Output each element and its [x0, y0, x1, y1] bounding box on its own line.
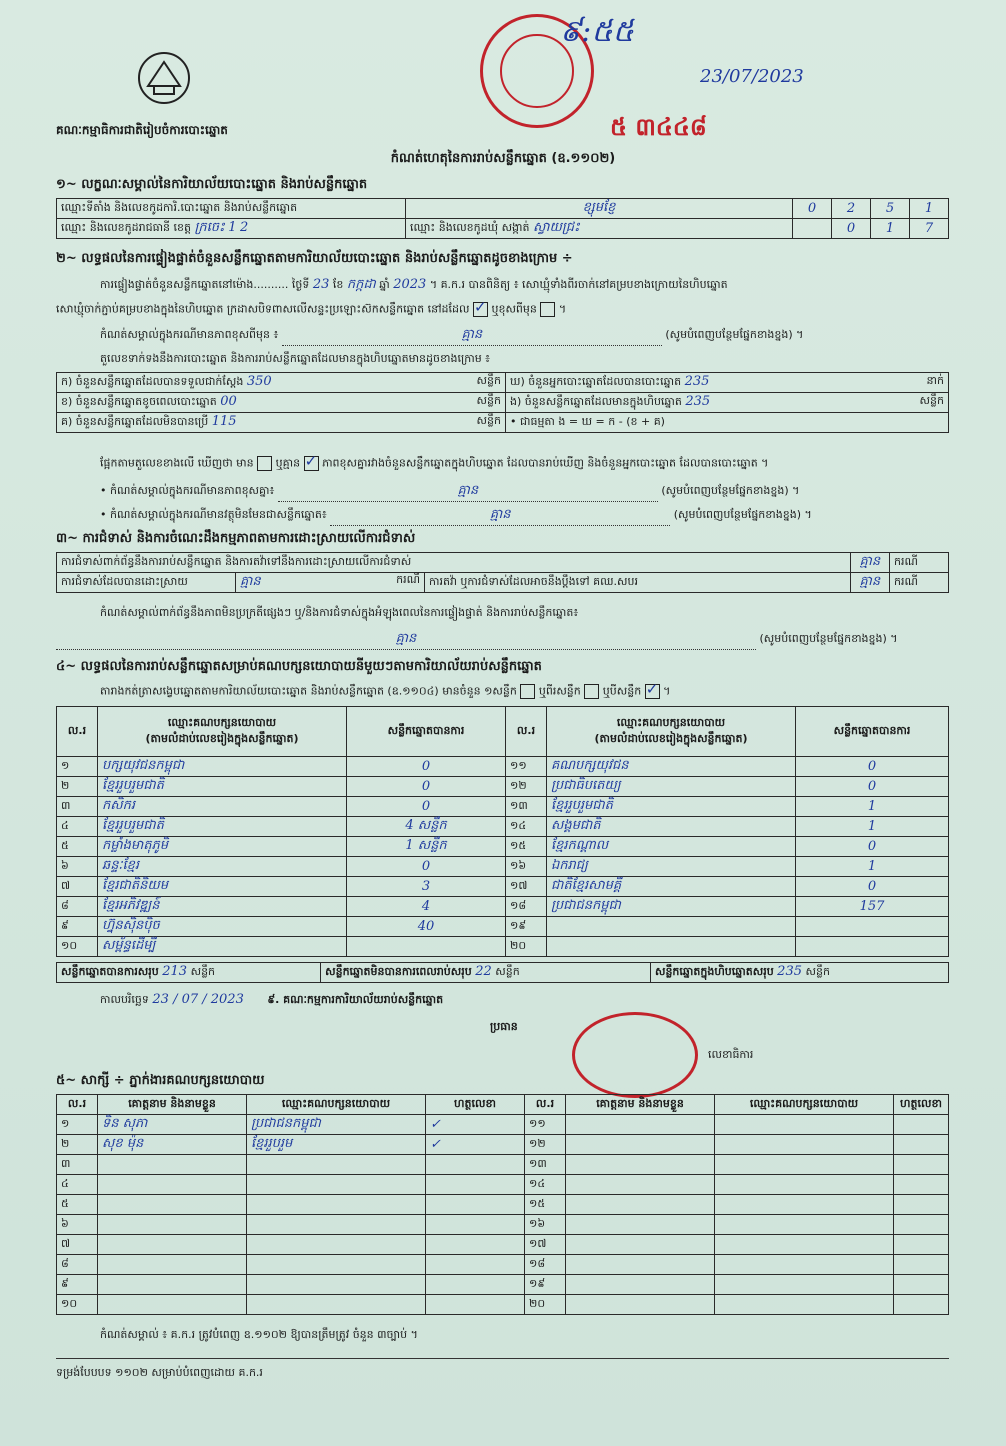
vote-count: 0 — [796, 837, 949, 857]
vote-count — [347, 937, 506, 957]
table-row — [57, 1295, 949, 1315]
witness-name — [98, 1295, 247, 1315]
section5-heading: ៥~ សាក្សី ÷ ភ្នាក់ងារគណបក្សនយោបាយ — [56, 1073, 265, 1088]
table-row — [57, 1175, 949, 1195]
vote-count: 0 — [796, 777, 949, 797]
party-name — [547, 917, 796, 937]
table-row — [57, 1275, 949, 1295]
witness-signature — [894, 1235, 949, 1255]
table-row — [57, 777, 949, 797]
witness-signature — [894, 1255, 949, 1275]
row-number: ១១ — [506, 757, 547, 777]
spoiled-ballots: 00 — [220, 394, 237, 409]
row-number: ១៨ — [506, 897, 547, 917]
row-number: ៩ — [57, 1275, 98, 1295]
committee-stamp — [572, 1012, 698, 1098]
complaints-value: គ្មាន — [850, 553, 889, 573]
document-title: កំណត់ហេតុនៃការរាប់សន្លឹកឆ្នោត (ឧ.១១០២) — [390, 151, 616, 166]
handwritten-date: 23/07/2023 — [700, 66, 804, 87]
vote-count: 157 — [796, 897, 949, 917]
party-name: ប្រជាជនកម្ពុជា — [547, 897, 796, 917]
party-name: ខ្មែររួបរួមជាតិ — [98, 777, 347, 797]
section2-heading: ២~ លទ្ធផលនៃការផ្ទៀងផ្ទាត់ចំនួនសន្លឹកឆ្នោតតាមការិយាល័យបោះឆ្នោត និងរាប់សន្លឹកឆ្នោតដូចខាងក្រោម ÷ — [56, 251, 573, 266]
section3-note: កំណត់សម្គាល់ពាក់ព័ន្ធនឹងភាពមិនប្រក្រតីផ្សេងៗ ឬ/និងការជំទាស់ក្នុងអំឡុងពេលនៃការផ្ទៀងផ្ទាត់ និងការរាប់សន្លឹកឆ្នោត៖ — [100, 606, 579, 619]
witness-name — [566, 1135, 715, 1155]
witness-party — [247, 1215, 426, 1235]
witness-signature — [894, 1215, 949, 1235]
witness-signature — [894, 1115, 949, 1135]
vote-count: 40 — [347, 917, 506, 937]
row-number: ៩ — [57, 917, 98, 937]
row-number: ២០ — [525, 1295, 566, 1315]
location-value: ខ្សុមខ្ញែ — [406, 199, 793, 219]
table-row — [57, 1195, 949, 1215]
party-name: បក្សយុវជនកម្ពុជា — [98, 757, 347, 777]
witness-party — [715, 1195, 894, 1215]
witness-name: ទិន សុភា — [98, 1115, 247, 1135]
row-number: ១៦ — [525, 1215, 566, 1235]
unused-ballots: 115 — [211, 414, 237, 429]
witness-name — [566, 1115, 715, 1135]
witness-name — [98, 1275, 247, 1295]
section3-note-line: គ្មាន (សូមបំពេញបន្ថែមផ្នែកខាងខ្នង) ។ — [56, 630, 949, 650]
party-name: សង្គមជាតិ — [547, 817, 796, 837]
party-name: កសិករ — [98, 797, 347, 817]
section2-line1: ការផ្ទៀងផ្ទាត់ចំនួនសន្លឹកឆ្នោតនៅម៉ោង.......... ថ្ងៃទី 23 ខែ កក្កដា ឆ្នាំ 2023 ។ គ.ក.រ បានពិនិត្យ ៖ សោឃ្មុំទាំងពីរចាក់នៅគម្របខាងក្រោយនៃហិបឆ្នោត — [100, 277, 728, 292]
table-row — [57, 877, 949, 897]
row-number: ២០ — [506, 937, 547, 957]
section4-heading: ៤~ លទ្ធផលនៃការរាប់សន្លឹកឆ្នោតសម្រាប់គណបក្សនយោបាយនីមួយៗតាមការិយាល័យរាប់សន្លឹកឆ្នោត — [56, 659, 542, 674]
witness-party: ប្រជាជនកម្ពុជា — [247, 1115, 426, 1135]
witness-name — [98, 1195, 247, 1215]
agency-name: គណៈកម្មាធិការជាតិរៀបចំការបោះឆ្នោត — [56, 123, 228, 137]
table-row — [57, 937, 949, 957]
witness-signature: ✓ — [426, 1135, 525, 1155]
witness-name — [566, 1175, 715, 1195]
section2-note: កំណត់សម្គាល់ក្នុងករណីមានភាពខុសពីមុន ៖ គ្មាន (សូមបំពេញបន្ថែមផ្នែកខាងខ្នង) ។ — [100, 326, 950, 346]
no-difference-checkbox[interactable] — [304, 456, 319, 471]
row-number: ៦ — [57, 857, 98, 877]
table-row — [57, 1215, 949, 1235]
vote-count: 0 — [347, 757, 506, 777]
table-row — [57, 837, 949, 857]
table-row — [57, 1135, 949, 1155]
handwritten-time: ៩:៥៥ — [560, 14, 634, 49]
ballots-in-box: 235 — [685, 394, 711, 409]
row-number: ៧ — [57, 877, 98, 897]
row-number: ៣ — [57, 797, 98, 817]
witness-signature — [894, 1195, 949, 1215]
row-number: ១៣ — [506, 797, 547, 817]
one-sheet-checkbox[interactable] — [520, 684, 535, 699]
row-number: ១៣ — [525, 1155, 566, 1175]
commune-value: ស្វាយជ្រះ — [533, 220, 580, 235]
vote-count: 0 — [796, 757, 949, 777]
three-sheet-checkbox[interactable] — [645, 684, 660, 699]
witness-signature — [426, 1275, 525, 1295]
has-difference-checkbox[interactable] — [257, 456, 272, 471]
section4-intro: តារាងកត់ត្រាសង្ខេបឆ្នោតតាមការិយាល័យបោះឆ្នោត និងរាប់សន្លឹកឆ្នោត (ឧ.១១០៤) មានចំនួន ១សន្លឹក ឬពីរសន្លឹក ឬបីសន្លឹក ✓ ។ — [100, 684, 950, 701]
witness-signature — [894, 1135, 949, 1155]
witness-name: សុខ ម៉ុន — [98, 1135, 247, 1155]
witness-name — [566, 1195, 715, 1215]
formula: • ជាធម្មតា ង = ឃ = ក - (ខ + គ) — [506, 413, 949, 433]
invalid-total: 22 — [475, 964, 492, 979]
location-table: ឈ្មោះទីតាំង និងលេខកូដការិ.បោះឆ្នោត និងរាប់សន្លឹកឆ្នោត ខ្សុមខ្ញែ 0 2 5 1 ឈ្មោះ និងលេខកូដរាជធានី ខេត្ត ក្រចេះ 1 2 ឈ្មោះ និងលេខកូដឃុំ សង្កាត់ ស្វាយជ្រះ 0 1 7 — [56, 198, 949, 239]
results-table: ល.រ ឈ្មោះគណបក្សនយោបាយ (តាមលំដាប់លេខរៀងក្នុងសន្លឹកឆ្នោត) សន្លឹកឆ្នោតបានការ ល.រ ឈ្មោះគណបក្សនយោបាយ (តាមលំដាប់លេខរៀងក្នុងសន្លឹកឆ្នោត) សន្លឹកឆ្នោតបានការ ១ បក្សយុវជនកម្ពុជា 0 ១១ គណបក្សយុវជន 0 ២ ខ្មែររួបរួមជាតិ 0 ១២ ប្រជាធិបតេយ្យ 0 ៣ កសិករ 0 ១៣ ខ្មែររួបរួមជាតិ 1 ៤ ខ្មែររួបរួមជាតិ 4 សន្លឹក ១៤ សង្គមជាតិ 1 ៥ កម្លាំងមាតុភូមិ 1 សន្លឹក ១៥ ខ្មែរកណ្តាល 0 ៦ ឆន្ទៈខ្មែរ 0 ១៦ ឯករាជ្យ 1 ៧ ខ្មែរជាតិនិយម 3 ១៧ ជាតិខ្មែរសាមគ្គី 0 ៨ ខ្មែរអភិវឌ្ឍន៍ 4 ១៨ ប្រជាជនកម្ពុជា 157 ៩ ហ្វ៊ុនស៊ិនប៉ិច 40 ១៩ ១០ សម្ព័ន្ធដើម្បី ២០ — [56, 706, 949, 957]
witness-signature — [426, 1295, 525, 1315]
table-row — [57, 897, 949, 917]
row-number: ១៩ — [506, 917, 547, 937]
witness-party — [247, 1235, 426, 1255]
vote-count: 4 — [347, 897, 506, 917]
province-value: ក្រចេះ — [194, 220, 225, 235]
party-name: ឯករាជ្យ — [547, 857, 796, 877]
box-total: 235 — [777, 964, 802, 979]
resolved-value: គ្មាន — [240, 574, 261, 589]
party-name: ខ្មែររួបរួមជាតិ — [98, 817, 347, 837]
two-sheet-checkbox[interactable] — [584, 684, 599, 699]
witness-party — [715, 1115, 894, 1135]
witness-name — [566, 1295, 715, 1315]
table-row — [57, 1235, 949, 1255]
row-number: ១១ — [525, 1115, 566, 1135]
witness-party — [247, 1295, 426, 1315]
section2-intro: តួលេខទាក់ទងនឹងការបោះឆ្នោត និងការរាប់សន្លឹកឆ្នោតដែលមានក្នុងហិបឆ្នោតមានដូចខាងក្រោម ៖ — [100, 352, 491, 365]
party-name: កម្លាំងមាតុភូមិ — [98, 837, 347, 857]
emblem-icon — [136, 50, 192, 106]
party-name — [547, 937, 796, 957]
row-number: ១៤ — [525, 1175, 566, 1195]
witness-party — [247, 1155, 426, 1175]
row-number: ១ — [57, 757, 98, 777]
table-row — [57, 1255, 949, 1275]
witness-signature — [894, 1275, 949, 1295]
party-name: ខ្មែរអភិវឌ្ឍន៍ — [98, 897, 347, 917]
row-number: ៨ — [57, 1255, 98, 1275]
vote-count: 1 — [796, 857, 949, 877]
witness-name — [98, 1235, 247, 1255]
witness-signature — [894, 1155, 949, 1175]
secretary-label: លេខាធិការ — [708, 1048, 754, 1061]
results-summary: សន្លឹកឆ្នោតបានការសរុប 213 សន្លឹក សន្លឹកឆ្នោតមិនបានការពេលរាប់សរុប 22 សន្លឹក សន្លឹកឆ្នោតក្នុងហិបឆ្នោតសរុប 235 សន្លឹក — [56, 962, 949, 983]
row-number: ១៧ — [525, 1235, 566, 1255]
row-number: ១ — [57, 1115, 98, 1135]
vote-count: 1 សន្លឹក — [347, 837, 506, 857]
witness-signature — [894, 1175, 949, 1195]
chair-label: ប្រធាន — [490, 1020, 518, 1033]
date-line: កាលបរិច្ឆេទ 23 / 07 / 2023 ៩. គណៈកម្មការការិយាល័យរាប់សន្លឹកឆ្នោត — [100, 992, 444, 1007]
compare-line: ផ្អែកតាមតួលេខខាងលើ ឃើញថា មាន ឬគ្មាន ✓ ភាពខុសគ្នារវាងចំនួនសន្លឹកឆ្នោតក្នុងហិបឆ្នោត ដែលបានរាប់ឃើញ និងចំនួនអ្នកបោះឆ្នោត ដែលបានបោះឆ្នោត ។ — [100, 456, 950, 473]
witness-name — [566, 1155, 715, 1175]
witness-name — [98, 1155, 247, 1175]
received-ballots: 350 — [246, 374, 272, 389]
witness-party — [715, 1155, 894, 1175]
section3-heading: ៣~ ការជំទាស់ និងការចំណេះដឹងកម្មភាពតាមការដោះស្រាយលើការជំទាស់ — [56, 531, 416, 546]
table-row — [57, 817, 949, 837]
table-row — [57, 1115, 949, 1135]
witness-table: ល.រ គោត្តនាម និងនាមខ្លួន ឈ្មោះគណបក្សនយោបាយ ហត្ថលេខា ល.រ គោត្តនាម និងនាមខ្លួន ឈ្មោះគណបក្សនយោបាយ ហត្ថលេខា ១ ទិន សុភា ប្រជាជនកម្ពុជា ✓ ១១ ២ សុខ ម៉ុន ខ្មែររួបរួម ✓ ១២ ៣ ១៣ ៤ ១៤ ៥ ១៥ ៦ ១៦ ៧ ១៧ ៨ ១៨ ៩ ១៩ ១០ ២០ — [56, 1094, 949, 1315]
vote-count: 0 — [796, 877, 949, 897]
witness-name — [566, 1255, 715, 1275]
party-name: គណបក្សយុវជន — [547, 757, 796, 777]
row-number: ៧ — [57, 1235, 98, 1255]
row-number: ៨ — [57, 897, 98, 917]
party-name: ខ្មែរជាតិនិយម — [98, 877, 347, 897]
vote-count: 0 — [347, 797, 506, 817]
different-checkbox[interactable] — [540, 302, 555, 317]
witness-signature — [426, 1215, 525, 1235]
table-row — [57, 857, 949, 877]
witness-name — [98, 1255, 247, 1275]
witness-name — [98, 1215, 247, 1235]
witness-party — [715, 1235, 894, 1255]
date-value: 23 / 07 / 2023 — [152, 992, 244, 1007]
row-number: ១០ — [57, 1295, 98, 1315]
row-number: ១២ — [525, 1135, 566, 1155]
row-number: ១៦ — [506, 857, 547, 877]
row-number: ៤ — [57, 817, 98, 837]
row-number: ២ — [57, 1135, 98, 1155]
witness-party — [715, 1275, 894, 1295]
bullet-foreign-object: • កំណត់សម្គាល់ក្នុងករណីមានវត្ថុមិនមែនជាសន្លឹកឆ្នោត៖ គ្មាន (សូមបំពេញបន្ថែមផ្នែកខាងខ្នង) ។ — [100, 506, 950, 526]
vote-count: 0 — [347, 777, 506, 797]
witness-signature — [426, 1255, 525, 1275]
vote-count: 1 — [796, 797, 949, 817]
footer-divider — [56, 1358, 949, 1359]
same-checkbox[interactable] — [473, 302, 488, 317]
footer-note: កំណត់សម្គាល់ ៖ គ.ក.រ ត្រូវបំពេញ ឧ.១១០២ ឱ្យបានត្រឹមត្រូវ ចំនួន ៣ច្បាប់ ។ — [100, 1328, 418, 1341]
witness-signature — [426, 1155, 525, 1175]
row-number: ១៤ — [506, 817, 547, 837]
witness-signature — [426, 1235, 525, 1255]
party-name: ហ្វ៊ុនស៊ិនប៉ិច — [98, 917, 347, 937]
row-number: ៥ — [57, 1195, 98, 1215]
witness-party: ខ្មែររួបរួម — [247, 1135, 426, 1155]
witness-party — [715, 1175, 894, 1195]
vote-count: 4 សន្លឹក — [347, 817, 506, 837]
witness-signature — [894, 1295, 949, 1315]
row-number: ៣ — [57, 1155, 98, 1175]
row-number: ១៩ — [525, 1275, 566, 1295]
form-number: ៥ ៣៤៤៨ — [610, 113, 707, 141]
witness-signature — [426, 1195, 525, 1215]
vote-count — [796, 937, 949, 957]
valid-total: 213 — [162, 964, 188, 979]
row-number: ៦ — [57, 1215, 98, 1235]
witness-name — [566, 1215, 715, 1235]
appeal-value: គ្មាន — [850, 573, 889, 593]
witness-party — [247, 1195, 426, 1215]
row-number: ៤ — [57, 1175, 98, 1195]
row-number: ១៥ — [525, 1195, 566, 1215]
party-name: ជាតិខ្មែរសាមគ្គី — [547, 877, 796, 897]
witness-name — [566, 1235, 715, 1255]
witness-party — [247, 1255, 426, 1275]
ballot-counts-table: ក) ចំនួនសន្លឹកឆ្នោតដែលបានទទួលជាក់ស្តែង 350 សន្លឹក ឃ) ចំនួនអ្នកបោះឆ្នោតដែលបានបោះឆ្នោត 235 នាក់ ខ) ចំនួនសន្លឹកឆ្នោតខូចពេលបោះឆ្នោត 00 សន្លឹក ង) ចំនួនសន្លឹកឆ្នោតដែលមានក្នុងហិបឆ្នោត 235 សន្លឹក គ) ចំនួនសន្លឹកឆ្នោតដែលមិនបានប្រើ 115 សន្លឹក • ជាធម្មតា ង = ឃ = ក - (ខ + គ) — [56, 372, 949, 433]
witness-party — [247, 1275, 426, 1295]
witness-name — [566, 1275, 715, 1295]
witness-party — [715, 1295, 894, 1315]
party-name: ខ្មែររួបរួមជាតិ — [547, 797, 796, 817]
row-number: ១៥ — [506, 837, 547, 857]
row-number: ៥ — [57, 837, 98, 857]
table-row — [57, 917, 949, 937]
voters-count: 235 — [684, 374, 710, 389]
row-number: ១០ — [57, 937, 98, 957]
vote-count — [796, 917, 949, 937]
witness-name — [98, 1175, 247, 1195]
party-name: ឆន្ទៈខ្មែរ — [98, 857, 347, 877]
location-label: ឈ្មោះទីតាំង និងលេខកូដការិ.បោះឆ្នោត និងរាប់សន្លឹកឆ្នោត — [57, 199, 406, 219]
section2-line2: សោឃ្មុំចាក់ភ្ជាប់គម្របខាងក្នុងនៃហិបឆ្នោត ក្រដាសបិទពាសលើសន្ទះប្រឡោះស៊កសន្លឹកឆ្នោត នៅដដែល ✓ ឬខុសពីមុន ។ — [56, 302, 956, 319]
witness-party — [715, 1135, 894, 1155]
row-number: ១៧ — [506, 877, 547, 897]
section1-heading: ១~ លក្ខណៈសម្គាល់នៃការិយាល័យបោះឆ្នោត និងរាប់សន្លឹកឆ្នោត — [56, 177, 368, 192]
vote-count: 0 — [347, 857, 506, 877]
witness-signature — [426, 1175, 525, 1195]
complaints-table: ការជំទាស់ពាក់ព័ន្ធនឹងការរាប់សន្លឹកឆ្នោត និងការតវ៉ាទៅនឹងការដោះស្រាយលើការជំទាស់ គ្មាន ករណី ការជំទាស់ដែលបានដោះស្រាយ គ្មាន ករណី ការតវ៉ា ឬការជំទាស់ដែលអាចនឹងប្តឹងទៅ គឈ.សបរ គ្មាន ករណី — [56, 552, 949, 593]
vote-count: 1 — [796, 817, 949, 837]
bullet-difference: • កំណត់សម្គាល់ក្នុងករណីមានភាពខុសគ្នា៖ គ្មាន (សូមបំពេញបន្ថែមផ្នែកខាងខ្នង) ។ — [100, 482, 950, 502]
row-number: ១៨ — [525, 1255, 566, 1275]
row-number: ១២ — [506, 777, 547, 797]
witness-party — [715, 1215, 894, 1235]
table-row — [57, 797, 949, 817]
table-row — [57, 1155, 949, 1175]
row-number: ២ — [57, 777, 98, 797]
witness-signature: ✓ — [426, 1115, 525, 1135]
witness-party — [715, 1255, 894, 1275]
party-name: ប្រជាធិបតេយ្យ — [547, 777, 796, 797]
table-row — [57, 757, 949, 777]
party-name: សម្ព័ន្ធដើម្បី — [98, 937, 347, 957]
bottom-note: ទម្រង់បែបបទ ១១០២ សម្រាប់បំពេញដោយ គ.ក.រ — [56, 1366, 263, 1379]
party-name: ខ្មែរកណ្តាល — [547, 837, 796, 857]
witness-party — [247, 1175, 426, 1195]
vote-count: 3 — [347, 877, 506, 897]
